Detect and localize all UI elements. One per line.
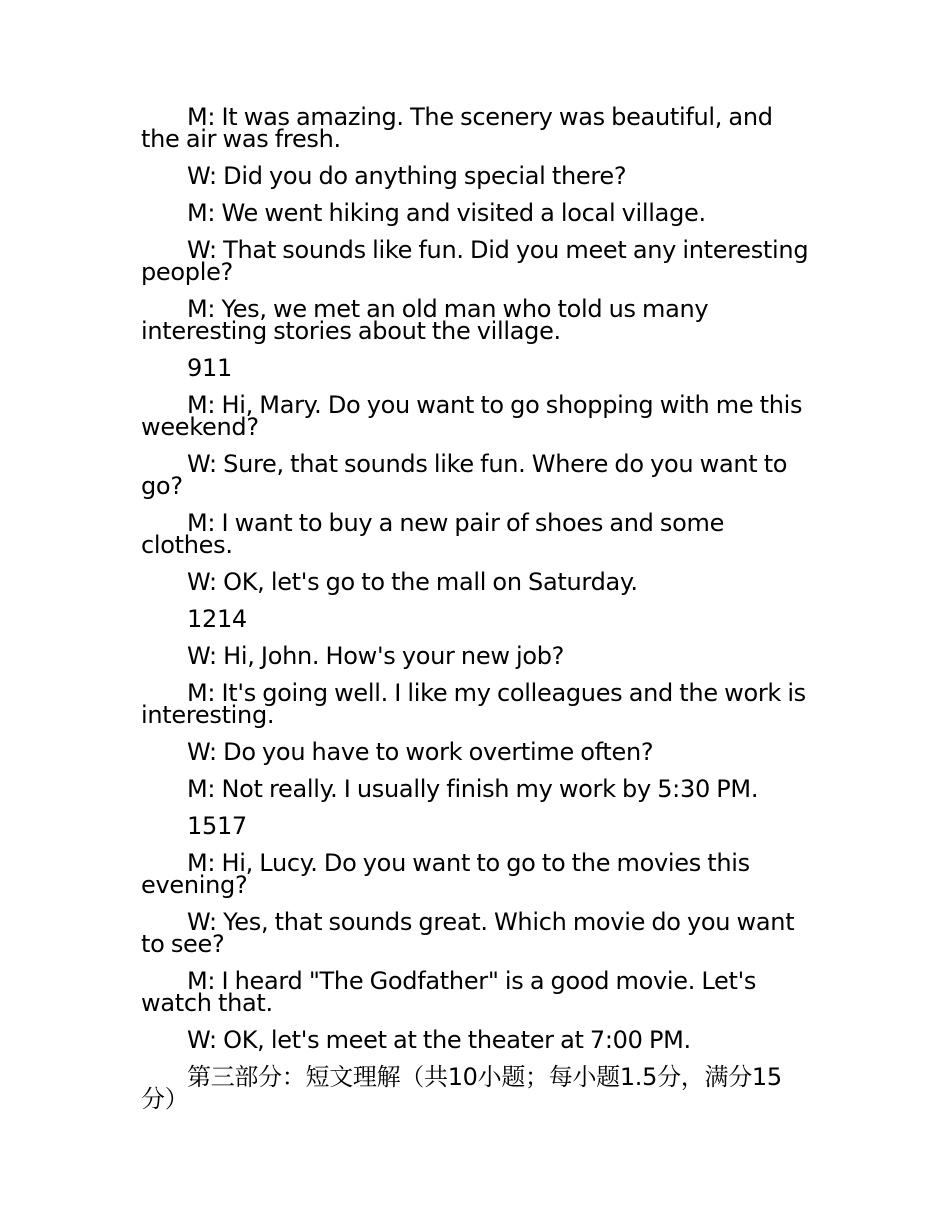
dialogue-line: W: Hi, John. How's your new job? <box>187 642 565 670</box>
dialogue-line: M: I heard "The Godfather" is a good movie. Let's watch that. <box>141 967 757 1017</box>
dialogue-line: W: OK, let's go to the mall on Saturday. <box>187 568 638 596</box>
dialogue-line: M: We went hiking and visited a local village. <box>187 199 706 227</box>
dialogue-line: M: It's going well. I like my colleagues and the work is interesting. <box>141 679 806 729</box>
dialogue-line: M: It was amazing. The scenery was beautiful, and the air was fresh. <box>141 103 773 153</box>
dialogue-line: W: Did you do anything special there? <box>187 162 627 190</box>
dialogue-line: M: Hi, Lucy. Do you want to go to the movies this evening? <box>141 849 750 899</box>
document-page <box>141 103 813 1125</box>
question-range-marker: 911 <box>187 354 232 382</box>
section-heading: 第三部分：短文理解（共10小题；每小题1.5分，满分15分） <box>141 1063 782 1113</box>
dialogue-line: M: Yes, we met an old man who told us many interesting stories about the village. <box>141 295 709 345</box>
dialogue-line: W: Sure, that sounds like fun. Where do you want to go? <box>141 450 788 500</box>
dialogue-line: W: OK, let's meet at the theater at 7:00 PM. <box>187 1026 691 1054</box>
question-range-marker: 1214 <box>187 605 247 633</box>
question-range-marker: 1517 <box>187 812 247 840</box>
dialogue-line: M: I want to buy a new pair of shoes and some clothes. <box>141 509 725 559</box>
dialogue-line: W: Yes, that sounds great. Which movie do you want to see? <box>141 908 795 958</box>
dialogue-line: M: Hi, Mary. Do you want to go shopping with me this weekend? <box>141 391 803 441</box>
dialogue-line: W: Do you have to work overtime often? <box>187 738 654 766</box>
dialogue-line: M: Not really. I usually finish my work by 5:30 PM. <box>187 775 759 803</box>
dialogue-line: W: That sounds like fun. Did you meet any interesting people? <box>141 236 809 286</box>
